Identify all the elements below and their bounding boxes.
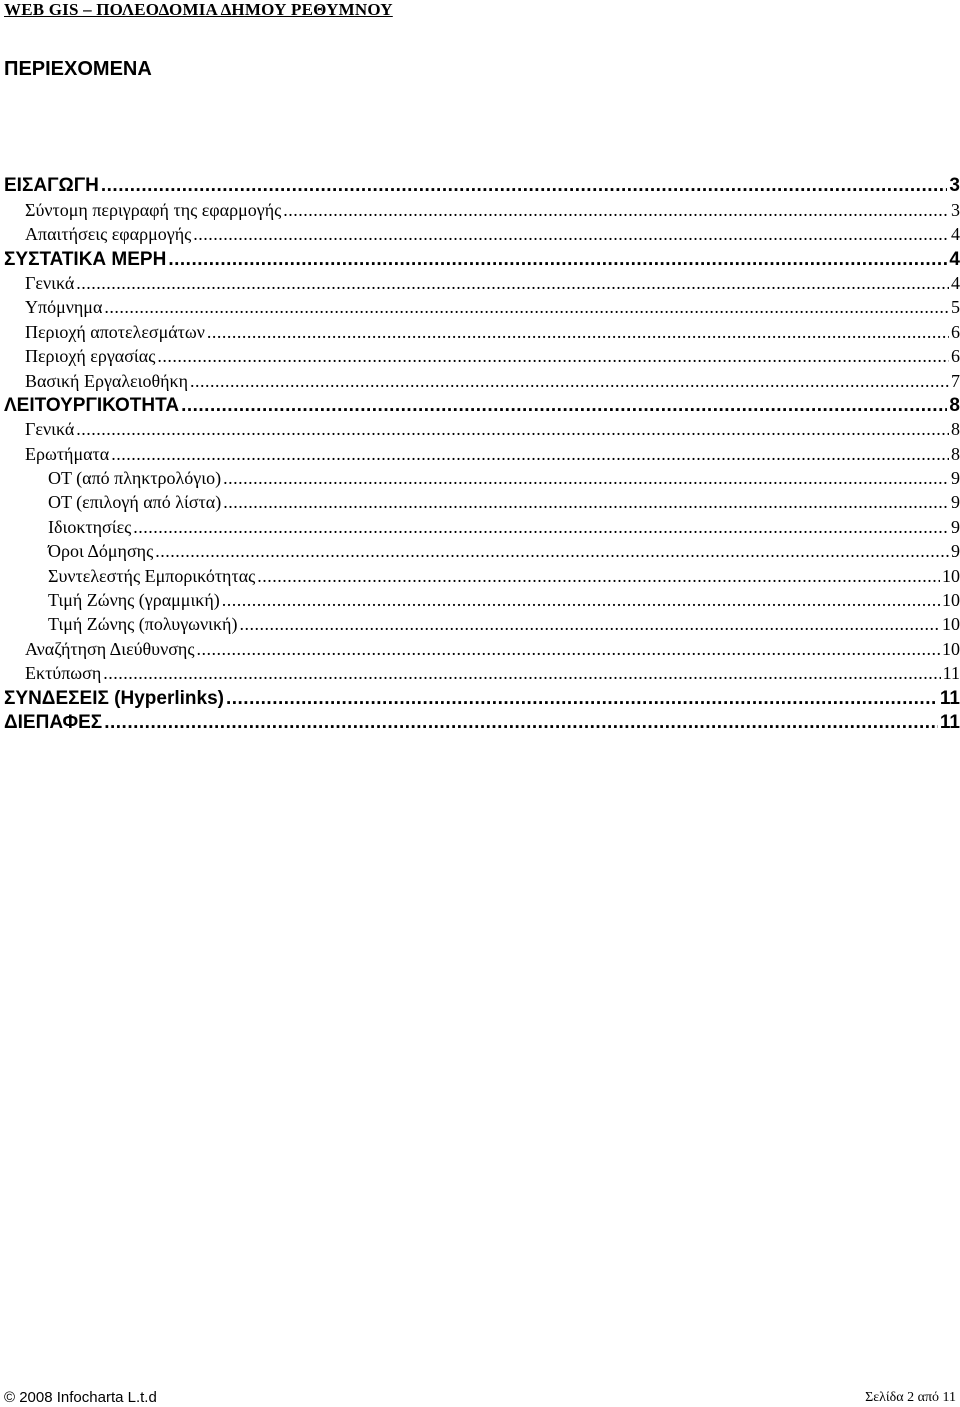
toc-heading: ΠΕΡΙΕΧΟΜΕΝΑ [4, 58, 152, 80]
toc-entry-label: ΕΙΣΑΓΩΓΗ [4, 175, 99, 197]
toc-dot-leader [283, 200, 949, 221]
toc-entry[interactable] [0, 562, 960, 586]
toc-entry[interactable] [0, 587, 960, 611]
toc-entry[interactable] [0, 635, 960, 659]
toc-entry-page-number: 5 [951, 297, 960, 318]
toc-entry[interactable] [0, 367, 960, 391]
toc-entry[interactable] [0, 221, 960, 245]
toc-entry-label: Τιμή Ζώνης (γραμμική) [48, 590, 220, 611]
toc-entry[interactable] [0, 709, 960, 733]
toc-dot-leader [196, 639, 940, 660]
toc-entry[interactable] [0, 172, 960, 196]
toc-entry-page-number: 6 [951, 321, 960, 342]
toc-dot-leader [223, 468, 949, 489]
toc-entry-label: Ιδιοκτησίες [48, 516, 132, 537]
toc-entry-page-number: 10 [942, 565, 960, 586]
toc-entry-label: Αναζήτηση Διεύθυνσης [25, 638, 195, 659]
toc-entry[interactable] [0, 270, 960, 294]
toc-dot-leader [157, 346, 949, 367]
toc-dot-leader [101, 175, 948, 196]
toc-entry-label: Γενικά [25, 419, 75, 440]
toc-entry[interactable] [0, 440, 960, 464]
toc-entry-page-number: 11 [939, 711, 960, 733]
footer-page-info: Σελίδα 2 από 11 [865, 1390, 956, 1405]
toc-entry-page-number: 3 [951, 199, 960, 220]
toc-dot-leader [190, 371, 949, 392]
toc-entry-page-number: 10 [942, 614, 960, 635]
toc-entry[interactable] [0, 392, 960, 416]
toc-entry[interactable] [0, 489, 960, 513]
toc-entry-label: Συντελεστής Εμπορικότητας [48, 565, 256, 586]
toc-entry-page-number: 4 [951, 272, 960, 293]
toc-entry[interactable] [0, 245, 960, 269]
toc-entry-label: Περιοχή αποτελεσμάτων [25, 321, 205, 342]
toc-entry-label: Τιμή Ζώνης (πολυγωνική) [48, 614, 238, 635]
toc-entry-page-number: 8 [951, 443, 960, 464]
toc-entry-page-number: 7 [951, 370, 960, 391]
toc-entry-label: Περιοχή εργασίας [25, 346, 156, 367]
toc-entry[interactable] [0, 513, 960, 537]
toc-entry-page-number: 8 [949, 394, 960, 416]
toc-entry[interactable] [0, 611, 960, 635]
toc-entry[interactable] [0, 538, 960, 562]
footer-copyright: © 2008 Infocharta L.t.d [4, 1389, 157, 1406]
toc-dot-leader [223, 492, 949, 513]
toc-dot-leader [193, 224, 949, 245]
toc-entry-page-number: 9 [951, 541, 960, 562]
toc-dot-leader [104, 297, 949, 318]
toc-entry-label: Απαιτήσεις εφαρμογής [25, 224, 192, 245]
toc-entry-label: Όροι Δόμησης [48, 541, 154, 562]
toc-dot-leader [103, 663, 940, 684]
toc-dot-leader [181, 395, 947, 416]
toc-dot-leader [226, 688, 938, 709]
toc-dot-leader [222, 590, 940, 611]
toc-entry-page-number: 8 [951, 419, 960, 440]
toc-dot-leader [133, 517, 949, 538]
toc-dot-leader [239, 614, 940, 635]
toc-entry[interactable] [0, 660, 960, 684]
toc-entry[interactable] [0, 318, 960, 342]
toc-dot-leader [155, 541, 949, 562]
toc-entry[interactable] [0, 294, 960, 318]
toc-entry[interactable] [0, 196, 960, 220]
toc-entry-page-number: 4 [949, 248, 960, 270]
table-of-contents [0, 172, 960, 733]
toc-entry-label: ΣΥΝΔΕΣΕΙΣ (Hyperlinks) [4, 687, 224, 709]
toc-dot-leader [257, 566, 940, 587]
toc-entry-page-number: 11 [939, 687, 960, 709]
toc-entry-page-number: 9 [951, 492, 960, 513]
toc-entry-page-number: 3 [949, 175, 960, 197]
toc-entry-label: Βασική Εργαλειοθήκη [25, 370, 188, 391]
toc-entry[interactable] [0, 684, 960, 708]
toc-entry-label: ΔΙΕΠΑΦΕΣ [4, 711, 103, 733]
toc-dot-leader [76, 273, 949, 294]
toc-entry-page-number: 10 [942, 638, 960, 659]
toc-entry-label: ΣΥΣΤΑΤΙΚΑ ΜΕΡΗ [4, 248, 167, 270]
toc-dot-leader [207, 322, 949, 343]
toc-entry-page-number: 10 [942, 590, 960, 611]
toc-entry-label: Υπόμνημα [25, 297, 103, 318]
toc-dot-leader [104, 712, 938, 733]
toc-entry-label: Γενικά [25, 272, 75, 293]
toc-entry[interactable] [0, 465, 960, 489]
toc-entry-page-number: 9 [951, 468, 960, 489]
toc-entry-label: ΟΤ (επιλογή από λίστα) [48, 492, 222, 513]
toc-dot-leader [76, 419, 949, 440]
toc-entry-label: ΛΕΙΤΟΥΡΓΙΚΟΤΗΤΑ [4, 394, 180, 416]
document-header-title: WEB GIS – ΠΟΛΕΟΔΟΜΙΑ ΔΗΜΟΥ ΡΕΘΥΜΝΟΥ [4, 0, 393, 19]
toc-entry-label: Ερωτήματα [25, 443, 110, 464]
toc-entry-label: Σύντομη περιγραφή της εφαρμογής [25, 199, 282, 220]
toc-entry-page-number: 9 [951, 516, 960, 537]
toc-entry-page-number: 4 [951, 224, 960, 245]
toc-entry[interactable] [0, 416, 960, 440]
toc-entry-label: ΟΤ (από πληκτρολόγιο) [48, 468, 222, 489]
toc-entry-label: Εκτύπωση [25, 663, 102, 684]
toc-dot-leader [111, 444, 949, 465]
toc-dot-leader [168, 249, 947, 270]
toc-entry-page-number: 11 [942, 663, 960, 684]
toc-entry[interactable] [0, 343, 960, 367]
toc-entry-page-number: 6 [951, 346, 960, 367]
